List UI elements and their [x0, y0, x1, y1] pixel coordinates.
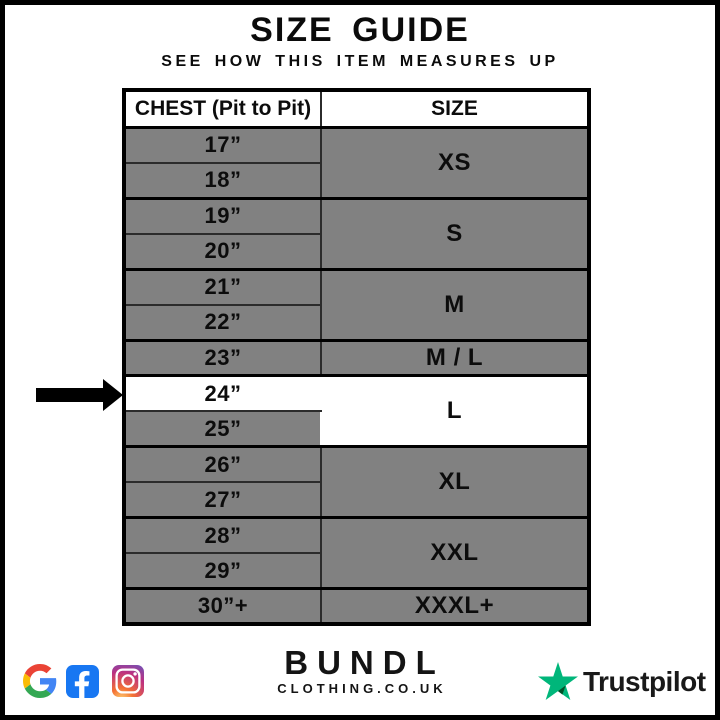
chest-cell: 18” [124, 163, 321, 199]
trustpilot-label: Trustpilot [583, 666, 706, 697]
brand-name: BUNDL [284, 644, 445, 681]
column-header-size: SIZE [321, 90, 589, 127]
chest-cell: 26” [124, 447, 321, 483]
brand-domain: CLOTHING.CO.UK [277, 681, 447, 696]
size-cell: M [321, 269, 589, 340]
table-row [124, 127, 589, 163]
selected-size-arrow-icon [36, 388, 104, 402]
table-row [124, 447, 589, 483]
chest-cell: 21” [124, 269, 321, 305]
size-cell: XXL [321, 518, 589, 589]
table-row [124, 269, 589, 305]
trustpilot-star-icon [537, 662, 579, 702]
chest-cell: 27” [124, 482, 321, 518]
chest-cell: 23” [124, 340, 321, 376]
size-table [122, 88, 591, 626]
chest-cell: 30”+ [124, 589, 321, 625]
size-cell: XXXL+ [321, 589, 589, 625]
chest-cell: 28” [124, 518, 321, 554]
chest-cell-highlighted: 24” [124, 376, 321, 412]
page-subtitle: SEE HOW THIS ITEM MEASURES UP [161, 53, 559, 70]
table-row-highlighted [124, 376, 589, 412]
column-header-chest: CHEST (Pit to Pit) [124, 90, 321, 127]
chest-cell: 19” [124, 198, 321, 234]
chest-cell: 17” [124, 127, 321, 163]
table-row [124, 589, 589, 625]
table-header-row [124, 90, 589, 127]
trustpilot-logo[interactable] [537, 662, 706, 702]
page-title: SIZE GUIDE [250, 11, 470, 49]
chest-cell: 25” [124, 411, 321, 447]
size-cell: XL [321, 447, 589, 518]
table-row [124, 518, 589, 554]
chest-cell: 20” [124, 234, 321, 270]
table-row [124, 340, 589, 376]
size-cell-highlighted: L [321, 376, 589, 447]
size-cell: M / L [321, 340, 589, 376]
selected-size-arrow-head-icon [103, 379, 123, 411]
size-cell: XS [321, 127, 589, 198]
size-cell: S [321, 198, 589, 269]
chest-cell: 29” [124, 553, 321, 589]
chest-cell: 22” [124, 305, 321, 341]
table-row [124, 198, 589, 234]
